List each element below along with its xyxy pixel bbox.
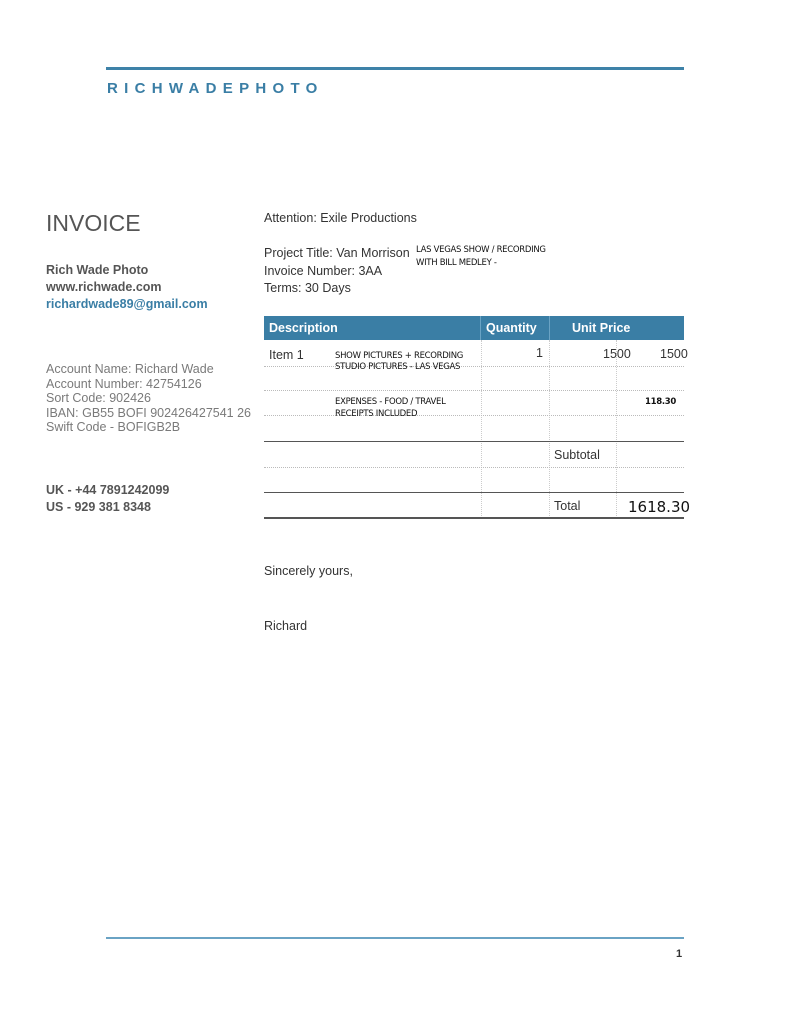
row1-amount: 1500 (660, 347, 688, 361)
header-unit-price: Unit Price (572, 321, 631, 335)
row-divider (264, 390, 684, 391)
table-header (264, 316, 684, 340)
header-divider (480, 316, 481, 340)
signature-name: Richard (264, 619, 308, 633)
subtotal-label: Subtotal (554, 448, 600, 462)
row-divider (264, 467, 684, 468)
row2-note-line2: RECEIPTS INCLUDED (335, 409, 418, 419)
account-name: Account Name: Richard Wade (46, 362, 214, 376)
row1-note-line1: SHOW PICTURES + RECORDING (335, 351, 464, 361)
closing-text: Sincerely yours, (264, 564, 353, 578)
brand-logo-text: RICHWADEPHOTO (107, 80, 324, 97)
row1-item: Item 1 (269, 348, 304, 362)
row1-unit-price: 1500 (603, 347, 631, 361)
phone-us: US - 929 381 8348 (46, 500, 151, 514)
sender-name: Rich Wade Photo (46, 263, 149, 277)
phone-block (46, 482, 169, 516)
payment-terms: Terms: 30 Days (264, 281, 351, 295)
header-divider (549, 316, 550, 340)
total-rule (264, 492, 684, 493)
top-rule (106, 67, 684, 70)
project-title: Project Title: Van Morrison (264, 246, 410, 260)
bottom-rule (106, 937, 684, 939)
row-divider (264, 366, 684, 367)
sender-email[interactable]: richardwade89@gmail.com (46, 297, 208, 311)
row2-note-line1: EXPENSES - FOOD / TRAVEL (335, 397, 446, 407)
project-note-line2: WITH BILL MEDLEY - (416, 258, 497, 268)
subtotal-rule (264, 441, 684, 442)
account-number: Account Number: 42754126 (46, 376, 202, 391)
row-divider (264, 415, 684, 416)
phone-uk: UK - +44 7891242099 (46, 483, 170, 497)
row1-note-line2: STUDIO PICTURES - LAS VEGAS (335, 362, 461, 372)
sort-code: Sort Code: 902426 (46, 391, 151, 405)
attention-line: Attention: Exile Productions (264, 211, 417, 225)
table-bottom-rule (264, 517, 684, 519)
project-note-line1: LAS VEGAS SHOW / RECORDING (416, 245, 546, 255)
iban: IBAN: GB55 BOFI 902426427541 26 (46, 405, 251, 420)
swift-code: Swift Code - BOFIGB2B (46, 420, 181, 434)
total-value: 1618.30 (628, 498, 691, 516)
sender-block (46, 262, 208, 313)
bank-details (46, 362, 251, 435)
invoice-number: Invoice Number: 3AA (264, 264, 383, 278)
page-number: 1 (676, 948, 683, 960)
header-description: Description (269, 321, 338, 335)
sender-website[interactable]: www.richwade.com (46, 280, 162, 294)
header-quantity: Quantity (486, 321, 537, 335)
row2-amount: 118.30 (645, 397, 677, 407)
row1-quantity: 1 (536, 346, 543, 360)
invoice-title: INVOICE (46, 210, 141, 236)
total-label: Total (554, 499, 581, 513)
